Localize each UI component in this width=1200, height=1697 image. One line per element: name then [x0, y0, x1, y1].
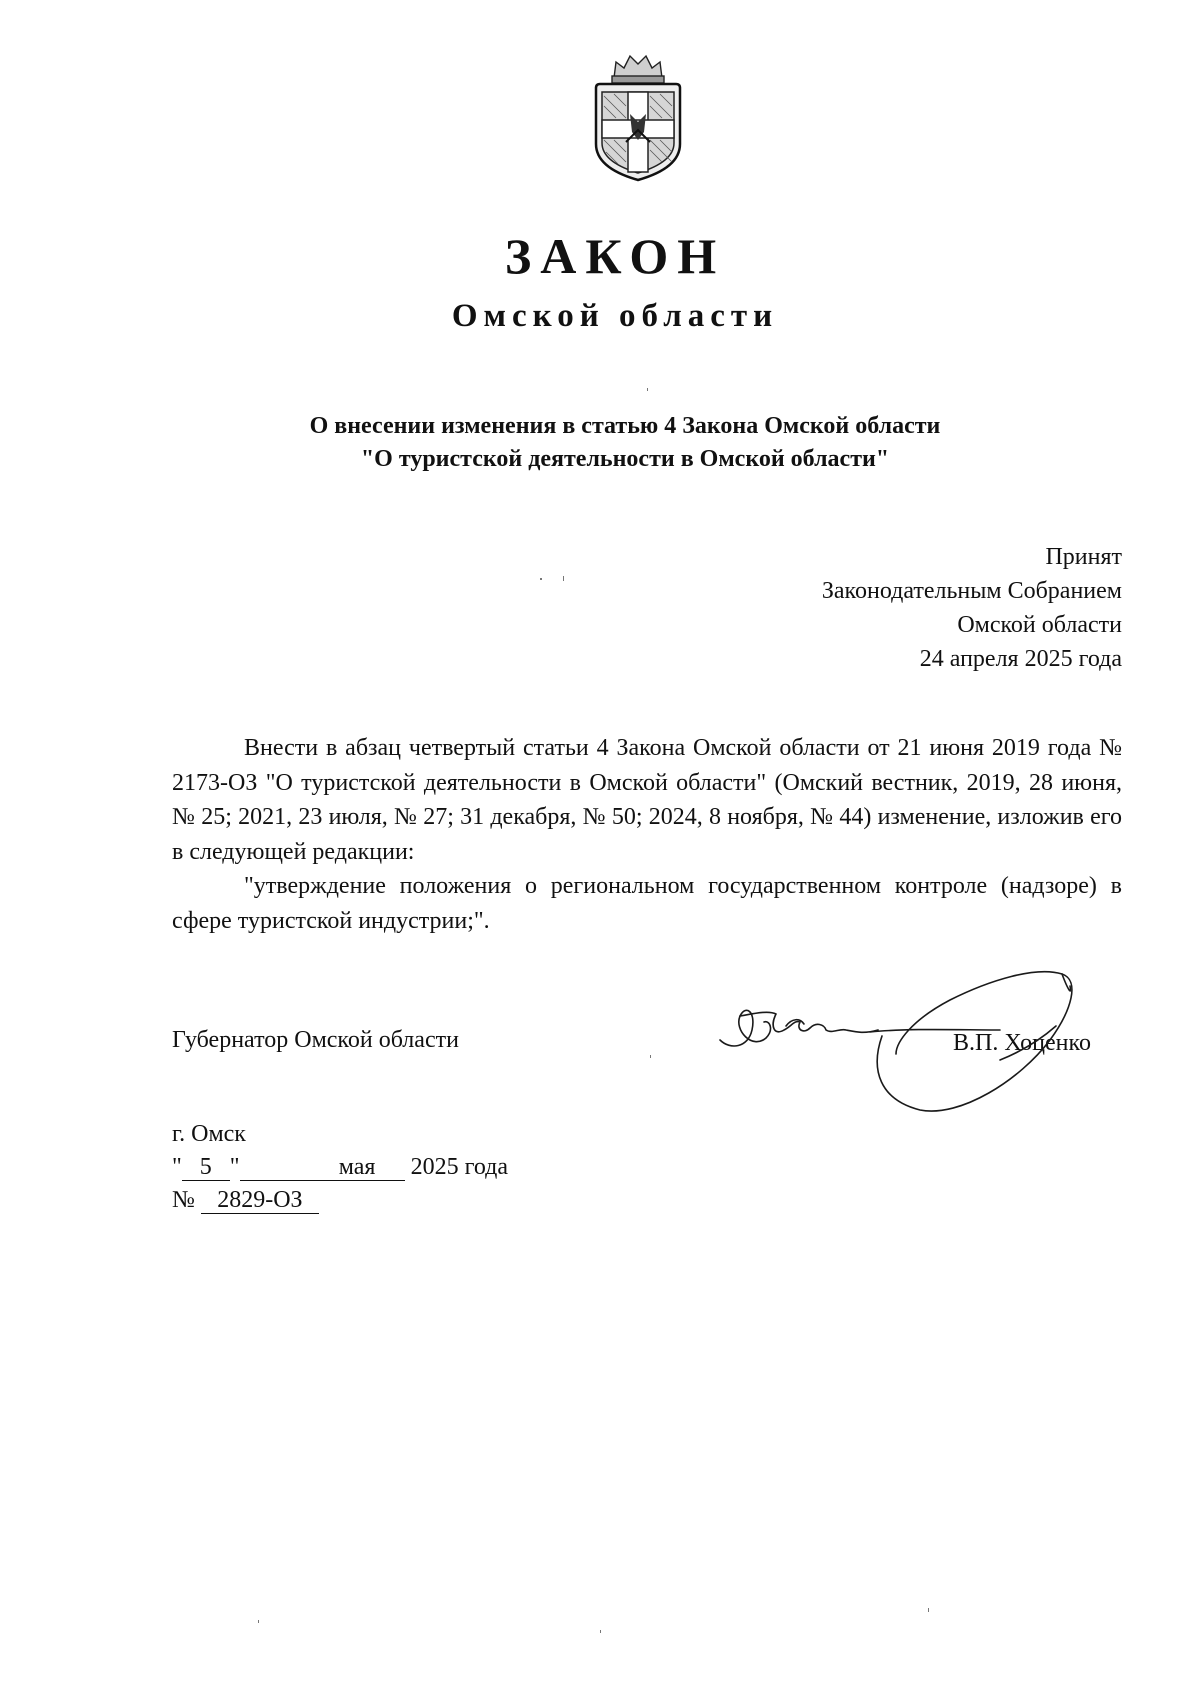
footer-block — [172, 1118, 508, 1217]
footer-city: г. Омск — [172, 1121, 246, 1147]
region-subtitle: Омской области — [451, 298, 779, 334]
coat-of-arms-icon — [586, 48, 690, 184]
adoption-date: 24 апреля 2025 года — [919, 646, 1122, 672]
law-name-line-1: О внесении изменения в статью 4 Закона Омской области — [309, 413, 941, 439]
footer-date-row — [172, 1151, 508, 1184]
adoption-line-2: Законодательным Собранием — [821, 578, 1122, 604]
body-paragraph-1: Внести в абзац четвертый статьи 4 Закона Омской области от 21 июня 2019 года № 2173-ОЗ "О туристской деятельности в Омской области" (Омский вестник, 2019, 28 июня, № 25; 2021, 23 июля, № 27; 31 декабря, № 50; 2024, 8 ноября, № 44) изменение, изложив его в следующей редакции: — [172, 735, 1122, 865]
date-quote-open: " — [172, 1154, 182, 1180]
governor-name: В.П. Хоценко — [953, 1030, 1091, 1056]
date-month: мая — [310, 1154, 405, 1181]
adoption-block — [822, 540, 1122, 676]
law-name-heading — [0, 410, 1200, 476]
law-body — [172, 731, 1122, 938]
handwritten-signature-icon — [700, 930, 1100, 1130]
number-prefix: № — [172, 1187, 195, 1213]
date-day: 5 — [182, 1154, 230, 1181]
document-type-title: ЗАКОН — [504, 228, 726, 284]
adoption-line-1: Принят — [1045, 544, 1122, 570]
law-name-line-2: "О туристской деятельности в Омской области" — [360, 446, 890, 472]
date-underline-gap — [240, 1154, 310, 1181]
date-quote-close: " — [229, 1154, 240, 1180]
date-year: 2025 года — [410, 1154, 509, 1180]
governor-title: Губернатор Омской области — [172, 1027, 459, 1053]
footer-number-row — [172, 1184, 508, 1217]
body-paragraph-2: "утверждение положения о региональном государственном контроле (надзоре) в сфере туристской индустрии;". — [172, 873, 1122, 934]
adoption-line-3: Омской области — [957, 612, 1122, 638]
law-number: 2829-ОЗ — [201, 1187, 319, 1214]
